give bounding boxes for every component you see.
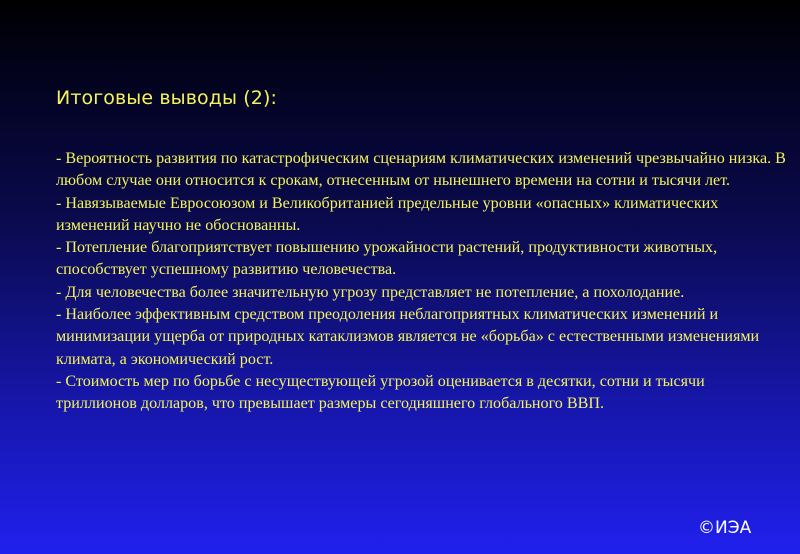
conclusion-item-2: - Навязываемые Евросоюзом и Великобританией предельные уровни «опасных» климатических изменений научно не обоснованны. xyxy=(56,194,719,234)
conclusion-item-5: - Наиболее эффективным средством преодоления неблагоприятных климатических изменений и минимизации ущерба от природных катаклизмов является не «борьба» с естественными изменениями климата, а экономический рост. xyxy=(56,306,760,368)
conclusion-item-6: - Стоимость мер по борьбе с несуществующей угрозой оценивается в десятки, сотни и тысячи триллионов долларов, что превышает размеры сегодняшнего глобального ВВП. xyxy=(56,372,705,413)
conclusion-item-4: - Для человечества более значительную угрозу представляет не потепление, а похолодание. xyxy=(56,283,685,301)
copyright-label: ©ИЭА xyxy=(698,518,752,538)
slide-title: Итоговые выводы (2): xyxy=(56,87,277,109)
conclusion-item-3: - Потепление благоприятствует повышению урожайности растений, продуктивности животных, способствует успешному развитию человечества. xyxy=(56,239,718,279)
conclusions-list xyxy=(56,148,786,416)
conclusion-item-1: - Вероятность развития по катастрофическим сценариям климатических изменений чрезвычайно низка. В любом случае они относится к срокам, отнесенным от нынешнего времени на сотни и тысячи лет. xyxy=(56,150,786,190)
